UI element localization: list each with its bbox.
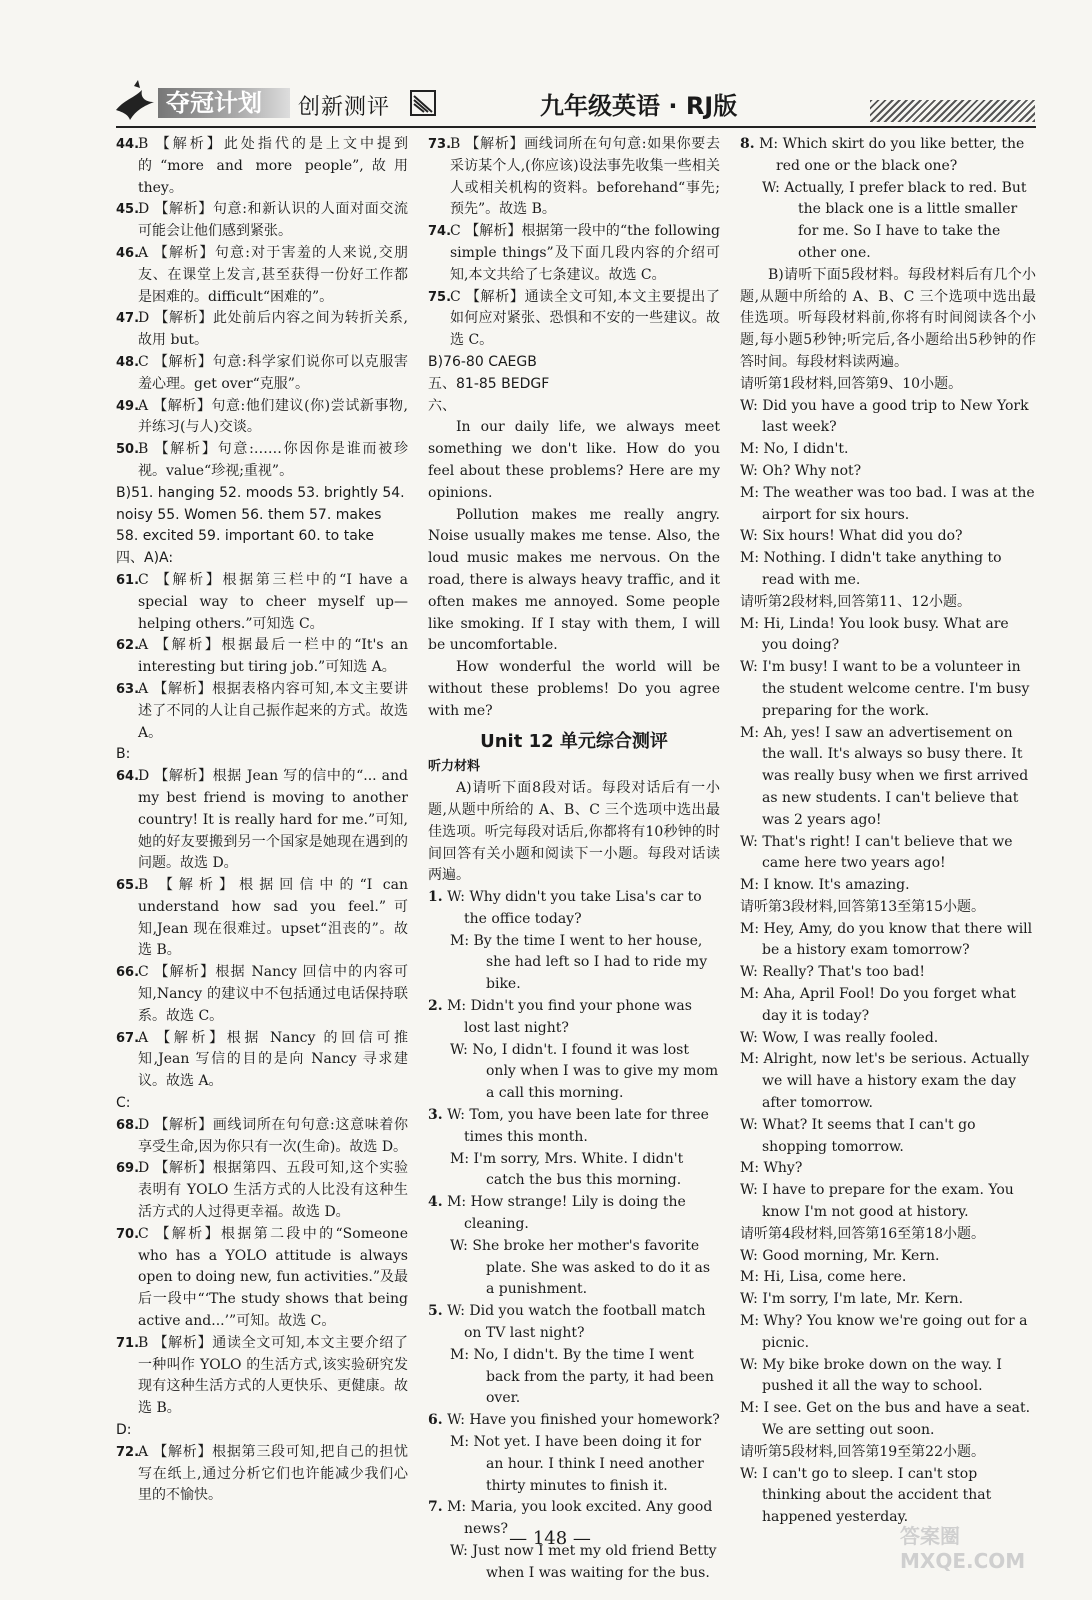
answer-item: [428, 221, 720, 286]
answer-item: [116, 679, 408, 744]
answer-item: [116, 1224, 408, 1333]
answer-item: [116, 134, 408, 199]
dialogue-line: M: No, I didn't. By the time I went back from the party, it had been over.: [450, 1346, 714, 1407]
item-number: 61.: [116, 572, 140, 588]
section-label: 四、A)A:: [116, 550, 174, 567]
brand-logo: 夺冠计划: [158, 88, 290, 118]
essay-paragraph: In our daily life, we always meet something we don't like. How do you feel about these problems? Here are my opinions.: [428, 419, 720, 501]
item-text: B 【解析】画线词所在句句意:如果你要去采访某个人,(你应该)设法事先收集一些相关人或相关机构的资料。beforehand“事先;预先”。故选 B。: [450, 136, 720, 218]
item-number: 68.: [116, 1117, 140, 1133]
item-text: C 【解析】根据第一段中的“the following simple things”及下面几段内容的介绍可知,本文共给了七条建议。故选 C。: [450, 223, 720, 283]
item-number: 73.: [428, 137, 452, 152]
section-label: C:: [116, 1095, 131, 1112]
section-label: 六、: [428, 397, 456, 414]
dialogue: [428, 1105, 720, 1192]
answer-item: [116, 635, 408, 679]
dialogue-line: 4. M: How strange! Lily is doing the cleaning.: [428, 1194, 686, 1233]
dialogue-line: W: Really? That's too bad!: [740, 964, 925, 981]
item-number: 47.: [116, 311, 140, 327]
dialogue: [740, 134, 1036, 265]
answer-item: [428, 287, 720, 352]
dialogue-line: 5. W: Did you watch the football match on TV last night?: [428, 1303, 706, 1342]
item-text: B 【解析】此处指代的是上文中提到的“more and more people”,故用 they。: [138, 136, 408, 196]
item-text: A 【解析】根据表格内容可知,本文主要讲述了不同的人让自己振作起来的方式。故选 A。: [138, 680, 408, 741]
section-label: B:: [116, 746, 131, 763]
dialogue-line: W: Did you have a good trip to New York last week?: [740, 397, 1029, 436]
answer-item: [116, 1158, 408, 1223]
dialogue-line: W: I'm busy! I want to be a volunteer in the student welcome centre. I'm busy preparing for the work.: [740, 659, 1030, 719]
item-text: A 【解析】根据第三段可知,把自己的担忧写在纸上,通过分析它们也许能减少我们心里的不愉快。: [138, 1443, 408, 1504]
item-number: 50.: [116, 442, 140, 458]
dialogue-line: M: Hi, Lisa, come here.: [740, 1269, 907, 1286]
item-text: A 【解析】句意:他们建议(你)尝试新事物,并练习(与人)交谈。: [138, 397, 408, 436]
dialogue-line: W: Just now I met my old friend Betty when I was waiting for the bus.: [450, 1543, 717, 1581]
item-number: 71.: [116, 1335, 140, 1351]
instructions: B)请听下面5段材料。每段材料后有几个小题,从题中所给的 A、B、C 三个选项中选出最佳选项。听每段材料前,你将有时间阅读各个小题,每小题5秒钟;听完后,各小题给出5秒钟的作答时间。每段材料读两遍。: [740, 266, 1036, 370]
dialogue-line: M: The weather was too bad. I was at the airport for six hours.: [740, 484, 1035, 523]
listening-transcript: [740, 374, 1036, 1529]
answer-item: [116, 1442, 408, 1507]
item-number: 62.: [116, 638, 140, 654]
dialogue-line: 7. M: Maria, you look excited. Any good news?: [428, 1499, 713, 1538]
answer-item: [116, 199, 408, 243]
item-text: D 【解析】句意:和新认识的人面对面交流可能会让他们感到紧张。: [138, 201, 408, 240]
answer-item: [116, 439, 408, 483]
item-number: 49.: [116, 398, 140, 414]
dialogue-line: W: No, I didn't. I found it was lost only when I was to give my mom a call this morning.: [450, 1041, 719, 1102]
dialogue-line: 1. W: Why didn't you take Lisa's car to the office today?: [428, 889, 702, 927]
answer-item: [116, 962, 408, 1027]
item-number: 63.: [116, 681, 140, 697]
item-number: 65.: [116, 878, 140, 894]
item-number: 72.: [116, 1444, 140, 1460]
header-hatch-decoration: [870, 100, 1035, 122]
dialogue-line: M: Nothing. I didn't take anything to read with me.: [740, 550, 1002, 588]
item-number: 67.: [116, 1030, 140, 1046]
dialogue: [428, 996, 720, 1105]
item-text: C 【解析】根据第二段中的“Someone who has a YOLO attitude is always open to doing new, fun activities.”及最后一段中“‘The study shows that being active and...’”可知。故选 C。: [138, 1225, 408, 1330]
essay-paragraph: How wonderful the world will be without these problems! Do you agree with me?: [428, 659, 720, 719]
listening-label: 听力材料: [428, 759, 481, 775]
dialogue: [428, 1301, 720, 1410]
item-number: 74.: [428, 224, 452, 240]
header-rule: [116, 126, 1036, 128]
item-number: 46.: [116, 245, 140, 261]
answer-list: 五、81-85 BEDGF: [428, 375, 550, 392]
right-column: [740, 134, 1036, 1529]
dialogue-line: 3. W: Tom, you have been late for three times this month.: [428, 1107, 709, 1145]
series-subtitle: 创新测评: [298, 95, 391, 120]
item-number: 69.: [116, 1161, 140, 1177]
grade-title: 九年级英语 · RJ版: [540, 92, 738, 120]
dialogue-line: M: Hey, Amy, do you know that there will be a history exam tomorrow?: [740, 920, 1033, 959]
material-heading: 请听第4段材料,回答第16至第18小题。: [740, 1225, 985, 1242]
dialogue-line: M: I see. Get on the bus and have a seat. We are setting out soon.: [740, 1400, 1031, 1439]
answer-item: [116, 1115, 408, 1159]
item-text: A 【解析】句意:对于害羞的人来说,交朋友、在课堂上发言,甚至获得一份好工作都是困难的。difficult“困难的”。: [138, 244, 408, 305]
dialogue-line: W: Wow, I was really fooled.: [740, 1029, 939, 1046]
dialogue-line: W: What? It seems that I can't go shopping tomorrow.: [740, 1116, 976, 1155]
answer-item: [116, 308, 408, 352]
item-text: D 【解析】根据第四、五段可知,这个实验表明有 YOLO 生活方式的人比没有这种生活方式的人过得更幸福。故选 D。: [138, 1160, 408, 1221]
item-text: A 【解析】根据 Nancy 的回信可推知,Jean 写信的目的是向 Nancy 寻求建议。故选 A。: [138, 1029, 408, 1090]
item-text: C 【解析】根据 Nancy 回信中的内容可知,Nancy 的建议中不包括通过电话保持联系。故选 C。: [138, 964, 408, 1024]
unit-title: Unit 12 单元综合测评: [480, 730, 668, 752]
dialogue: [428, 887, 720, 996]
item-text: D 【解析】根据 Jean 写的信中的“... and my best friend is moving to another country! It is really hard for me.”可知,她的好友要搬到另一个国家是她现在遇到的问题。故选 D。: [138, 768, 408, 872]
dialogue-line: W: She broke her mother's favorite plate. She was asked to do it as a punishment.: [450, 1237, 711, 1298]
left-column: [116, 134, 408, 1507]
item-text: C 【解析】句意:科学家们说你可以克服害羞心理。get over“克服”。: [138, 353, 408, 392]
item-text: B 【解析】根据回信中的“I can understand how sad you feel.”可知,Jean 现在很难过。upset“沮丧的”。故选 B。: [138, 877, 408, 959]
instructions: A)请听下面8段对话。每段对话后有一小题,从题中所给的 A、B、C 三个选项中选出最佳选项。听完每段对话后,你都将有10秒钟的时间回答有关小题和阅读下一小题。每段对话读两遍。: [428, 780, 720, 884]
dialogue-line: W: Good morning, Mr. Kern.: [740, 1247, 940, 1264]
item-number: 48.: [116, 354, 140, 370]
item-text: D 【解析】此处前后内容之间为转折关系,故用 but。: [138, 310, 408, 349]
middle-column: [428, 134, 720, 1585]
dialogue: [428, 1192, 720, 1301]
dialogue-line: W: I can't go to sleep. I can't stop thinking about the accident that happened yesterday.: [740, 1465, 992, 1526]
answer-list: B)76-80 CAEGB: [428, 353, 537, 370]
dialogue-line: 2. M: Didn't you find your phone was lost last night?: [428, 998, 692, 1036]
dialogue-line: 8. M: Which skirt do you like better, the red one or the black one?: [740, 136, 1025, 174]
dialogue: [428, 1410, 720, 1497]
answer-item: [116, 243, 408, 308]
material-heading: 请听第2段材料,回答第11、12小题。: [740, 593, 971, 610]
answer-item: [116, 352, 408, 396]
dialogue-line: M: By the time I went to her house, she had left so I had to ride my bike.: [450, 932, 708, 993]
item-number: 44.: [116, 137, 140, 152]
item-text: C 【解析】根据第三栏中的“I have a special way to cheer myself up—helping others.”可知选 C。: [138, 571, 408, 632]
material-heading: 请听第3段材料,回答第13至第15小题。: [740, 898, 985, 915]
answer-item: [116, 1333, 408, 1420]
material-heading: 请听第1段材料,回答第9、10小题。: [740, 375, 963, 392]
page-header: [0, 0, 1092, 132]
item-number: 66.: [116, 965, 140, 981]
dialogue-line: W: I have to prepare for the exam. You know I'm not good at history.: [740, 1182, 1014, 1221]
item-text: B 【解析】句意:……你因你是谁而被珍视。value“珍视;重视”。: [138, 441, 408, 479]
dialogue-line: M: I'm sorry, Mrs. White. I didn't catch the bus this morning.: [450, 1150, 684, 1189]
dialogue-line: 6. W: Have you finished your homework?: [428, 1412, 720, 1429]
item-text: A 【解析】根据最后一栏中的“It's an interesting but tiring job.”可知选 A。: [138, 637, 408, 676]
dialogue-line: M: Ah, yes! I saw an advertisement on the wall. It's always so busy there. It was really busy when we first arrived as new students. I can't believe that was 2 years ago!: [740, 724, 1029, 828]
tick-icon: [410, 90, 436, 116]
material-heading: 请听第5段材料,回答第19至第22小题。: [740, 1443, 985, 1460]
answer-item: [116, 570, 408, 635]
dialogue-line: M: Aha, April Fool! Do you forget what day it is today?: [740, 986, 1016, 1024]
dialogue-line: M: No, I didn't.: [740, 441, 849, 458]
watermark: 答案圈 MXQE.COM: [900, 1524, 1026, 1573]
dialogue-line: M: I know. It's amazing.: [740, 877, 910, 894]
dialogue-line: W: Actually, I prefer black to red. But the black one is a little smaller for me. So I have to take the other one.: [762, 179, 1027, 261]
dialogue-line: W: That's right! I can't believe that we came here two years ago!: [740, 833, 1013, 872]
item-text: B 【解析】通读全文可知,本文主要介绍了一种叫作 YOLO 的生活方式,该实验研究发现有这种生活方式的人更快乐、更健康。故选 B。: [138, 1334, 408, 1417]
dialogue-line: W: I'm sorry, I'm late, Mr. Kern.: [740, 1291, 964, 1308]
answer-item: [116, 396, 408, 440]
bird-logo-icon: [112, 80, 158, 124]
page-number: — 148 —: [509, 1528, 591, 1549]
dialogue-line: M: Hi, Linda! You look busy. What are you doing?: [740, 615, 1009, 654]
answer-item: [116, 1028, 408, 1093]
dialogue-line: W: Six hours! What did you do?: [740, 528, 963, 545]
answer-item: [428, 134, 720, 221]
answer-item: [116, 766, 408, 875]
dialogue-line: M: Alright, now let's be serious. Actually we will have a history exam the day after tomorrow.: [740, 1051, 1030, 1112]
item-number: 64.: [116, 769, 140, 785]
answer-list: B)51. hanging 52. moods 53. brightly 54. noisy 55. Women 56. them 57. makes 58. excited 59. important 60. to take: [116, 484, 405, 545]
dialogue-line: M: Not yet. I have been doing it for an hour. I think I need another thirty minutes to finish it.: [450, 1434, 704, 1494]
answer-item: [116, 875, 408, 962]
item-number: 75.: [428, 289, 452, 305]
dialogue-line: W: Oh? Why not?: [740, 462, 862, 479]
dialogue-line: W: My bike broke down on the way. I pushed it all the way to school.: [740, 1356, 1002, 1395]
item-text: D 【解析】画线词所在句句意:这意味着你享受生命,因为你只有一次(生命)。故选 D。: [138, 1116, 408, 1155]
item-number: 45.: [116, 202, 140, 218]
section-label: D:: [116, 1422, 132, 1439]
item-text: C 【解析】通读全文可知,本文主要提出了如何应对紧张、恐惧和不安的一些建议。故选 C。: [450, 288, 720, 349]
item-number: 70.: [116, 1226, 140, 1242]
dialogue-line: M: Why?: [740, 1160, 803, 1177]
essay-paragraph: Pollution makes me really angry. Noise usually makes me tense. Also, the loud music makes me nervous. On the road, there is always heavy traffic, and it often makes me annoyed. Some people like smoking. If I stay with them, I will be uncomfortable.: [428, 506, 720, 654]
dialogue-line: M: Why? You know we're going out for a picnic.: [740, 1313, 1028, 1351]
